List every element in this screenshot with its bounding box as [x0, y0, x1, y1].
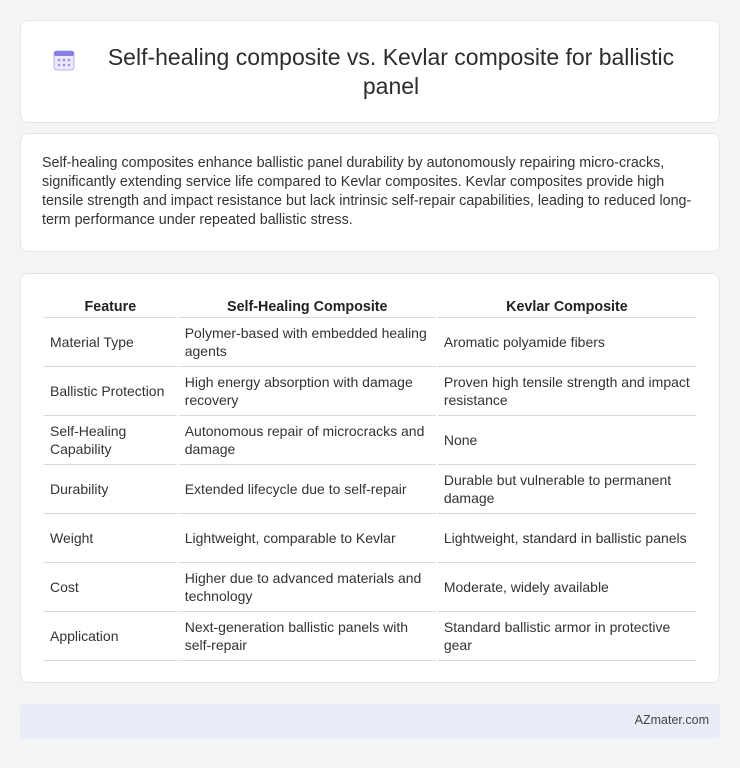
row-self-healing-value: High energy absorption with damage recovery — [179, 367, 436, 416]
row-self-healing-value: Higher due to advanced materials and technology — [179, 563, 436, 612]
row-feature: Cost — [44, 563, 177, 612]
row-feature: Material Type — [44, 318, 177, 367]
row-kevlar-value: Proven high tensile strength and impact resistance — [438, 367, 696, 416]
row-feature: Self-Healing Capability — [44, 416, 177, 465]
table-row — [44, 416, 696, 465]
page-title: Self-healing composite vs. Kevlar composite for ballistic panel — [107, 44, 675, 99]
title-card — [20, 20, 720, 123]
row-self-healing-value: Extended lifecycle due to self-repair — [179, 465, 436, 514]
table-header-row — [44, 294, 696, 318]
table-row — [44, 514, 696, 563]
row-self-healing-value: Next-generation ballistic panels with self-repair — [179, 612, 436, 661]
row-kevlar-value: Lightweight, standard in ballistic panels — [438, 514, 696, 563]
comparison-table-card — [20, 273, 720, 683]
table-row — [44, 563, 696, 612]
footer-credit: AZmater.com — [634, 713, 709, 727]
row-kevlar-value: Moderate, widely available — [438, 563, 696, 612]
footer-bar — [20, 704, 720, 738]
header-feature: Feature — [44, 294, 177, 318]
row-feature: Durability — [44, 465, 177, 514]
description-text: Self-healing composites enhance ballistic panel durability by autonomously repairing micro-cracks, significantly extending service life compared to Kevlar composites. Kevlar composites provide high tensile strength and impact resistance but lack intrinsic self-repair capabilities, leading to reduced long-term performance under repeated ballistic stress. — [42, 155, 692, 228]
row-self-healing-value: Lightweight, comparable to Kevlar — [179, 514, 436, 563]
table-row — [44, 318, 696, 367]
row-self-healing-value: Autonomous repair of microcracks and damage — [179, 416, 436, 465]
row-kevlar-value: None — [438, 416, 696, 465]
row-kevlar-value: Standard ballistic armor in protective gear — [438, 612, 696, 661]
description-card — [20, 133, 720, 252]
table-row — [44, 612, 696, 661]
table-row — [44, 367, 696, 416]
row-feature: Weight — [44, 514, 177, 563]
row-kevlar-value: Durable but vulnerable to permanent damage — [438, 465, 696, 514]
row-self-healing-value: Polymer-based with embedded healing agents — [179, 318, 436, 367]
row-kevlar-value: Aromatic polyamide fibers — [438, 318, 696, 367]
header-self-healing: Self-Healing Composite — [179, 294, 436, 318]
comparison-table — [42, 294, 698, 661]
header-kevlar: Kevlar Composite — [438, 294, 696, 318]
row-feature: Ballistic Protection — [44, 367, 177, 416]
row-feature: Application — [44, 612, 177, 661]
table-row — [44, 465, 696, 514]
